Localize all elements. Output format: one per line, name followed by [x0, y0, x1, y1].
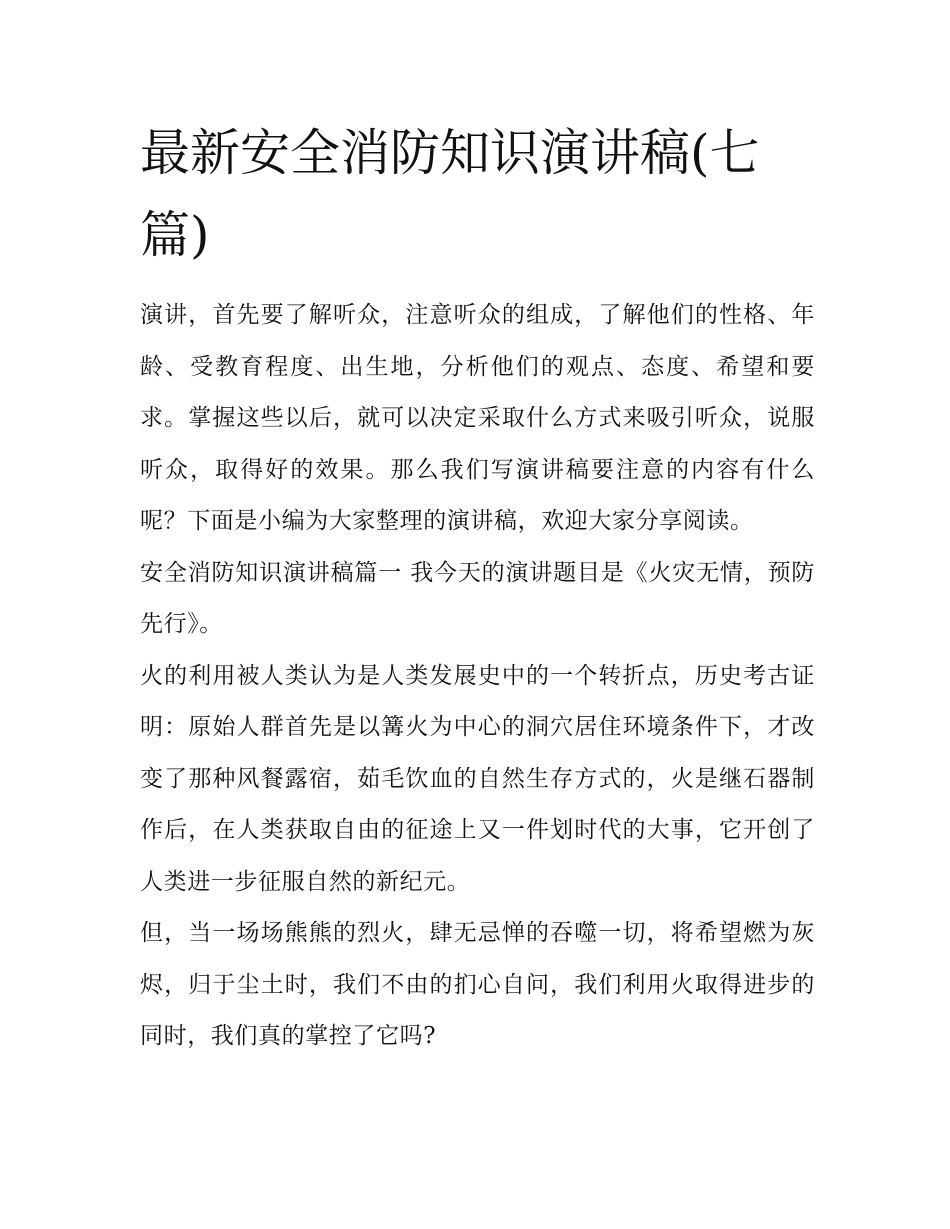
- paragraph-intro: 演讲，首先要了解听众，注意听众的组成，了解他们的性格、年龄、受教育程度、出生地，分析他们的观点、态度、希望和要求。掌握这些以后，就可以决定采取什么方式来吸引听众，说服听众，取得好的效果。那么我们写演讲稿要注意的内容有什么呢？下面是小编为大家整理的演讲稿，欢迎大家分享阅读。: [140, 302, 815, 534]
- paragraph-fire-danger: 但，当一场场熊熊的烈火，肆无忌惮的吞噬一切，将希望燃为灰烬，归于尘土时，我们不由的扪心自问，我们利用火取得进步的同时，我们真的掌控了它吗?: [140, 920, 815, 1049]
- paragraph-fire-history: 火的利用被人类认为是人类发展史中的一个转折点，历史考古证明：原始人群首先是以篝火为中心的洞穴居住环境条件下，才改变了那种风餐露宿，茹毛饮血的自然生存方式的，火是继石器制作后，在人类获取自由的征途上又一件划时代的大事，它开创了人类进一步征服自然的新纪元。: [140, 662, 815, 895]
- title-line-2: 篇): [140, 206, 210, 264]
- paragraph-speech-topic: 安全消防知识演讲稿篇一 我今天的演讲题目是《火灾无情，预防先行》。: [140, 559, 815, 637]
- document-body: [140, 112, 815, 1063]
- title-line-1: 最新安全消防知识演讲稿(七: [140, 124, 760, 182]
- document-title: [140, 112, 815, 276]
